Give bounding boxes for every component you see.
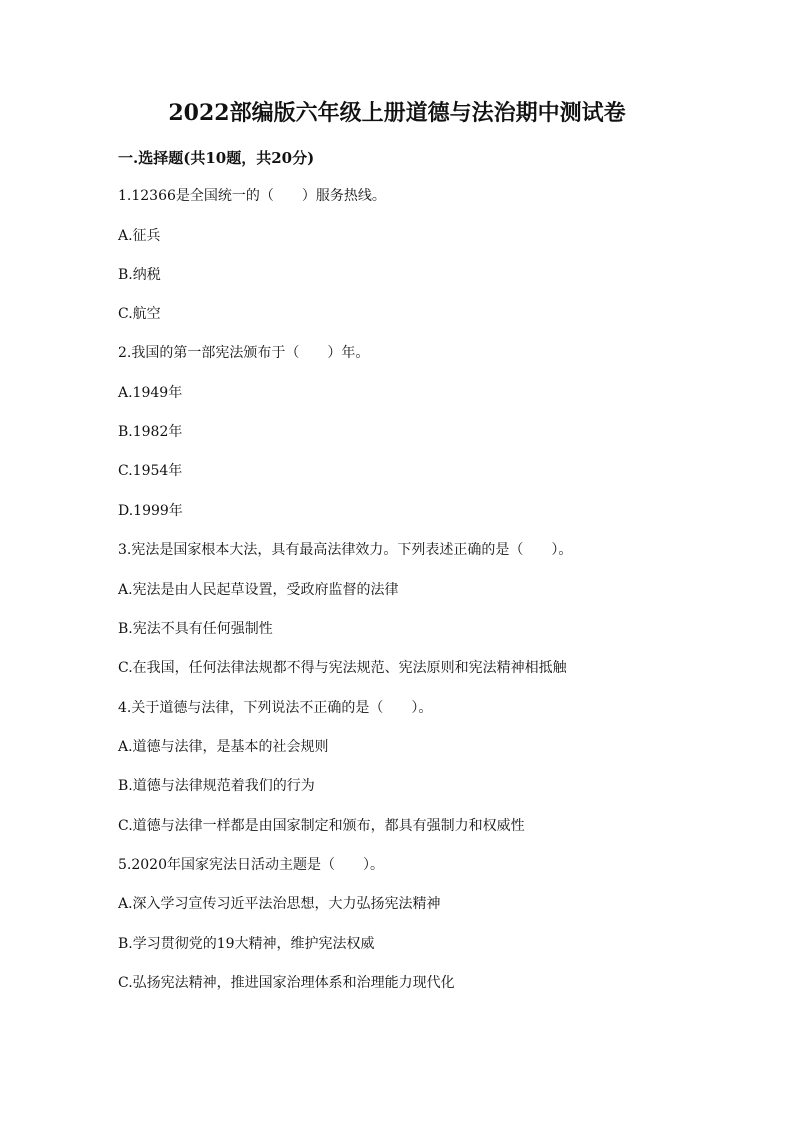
question-2-option-a: A.1949年 (118, 385, 183, 401)
question-3-option-c: C.在我国，任何法律法规都不得与宪法规范、宪法原则和宪法精神相抵触 (118, 660, 567, 676)
document-title: 2022部编版六年级上册道德与法治期中测试卷 (168, 100, 626, 126)
question-2-option-b: B.1982年 (118, 424, 183, 440)
section-heading: 一.选择题(共10题，共20分) (118, 149, 315, 167)
question-1-stem: 1.12366是全国统一的（ ）服务热线。 (118, 188, 386, 204)
question-2-option-d: D.1999年 (118, 503, 183, 519)
question-5-option-c: C.弘扬宪法精神，推进国家治理体系和治理能力现代化 (118, 975, 455, 991)
question-4-option-b: B.道德与法律规范着我们的行为 (118, 778, 315, 794)
question-2-option-c: C.1954年 (118, 463, 183, 479)
question-3-stem: 3.宪法是国家根本大法，具有最高法律效力。下列表述正确的是（ ）。 (118, 542, 573, 558)
question-5-option-a: A.深入学习宣传习近平法治思想，大力弘扬宪法精神 (118, 896, 441, 912)
question-1-option-a: A.征兵 (118, 228, 161, 244)
question-1-option-c: C.航空 (118, 306, 161, 322)
question-4-option-a: A.道德与法律，是基本的社会规则 (118, 739, 329, 755)
question-3-option-a: A.宪法是由人民起草设置，受政府监督的法律 (118, 582, 399, 598)
question-5-stem: 5.2020年国家宪法日活动主题是（ ）。 (118, 857, 384, 873)
question-5-option-b: B.学习贯彻党的19大精神，维护宪法权威 (118, 936, 375, 952)
question-3-option-b: B.宪法不具有任何强制性 (118, 621, 273, 637)
question-1-option-b: B.纳税 (118, 267, 161, 283)
question-4-option-c: C.道德与法律一样都是由国家制定和颁布，都具有强制力和权威性 (118, 818, 525, 834)
question-2-stem: 2.我国的第一部宪法颁布于（ ）年。 (118, 345, 370, 361)
question-4-stem: 4.关于道德与法律，下列说法不正确的是（ ）。 (118, 700, 433, 716)
